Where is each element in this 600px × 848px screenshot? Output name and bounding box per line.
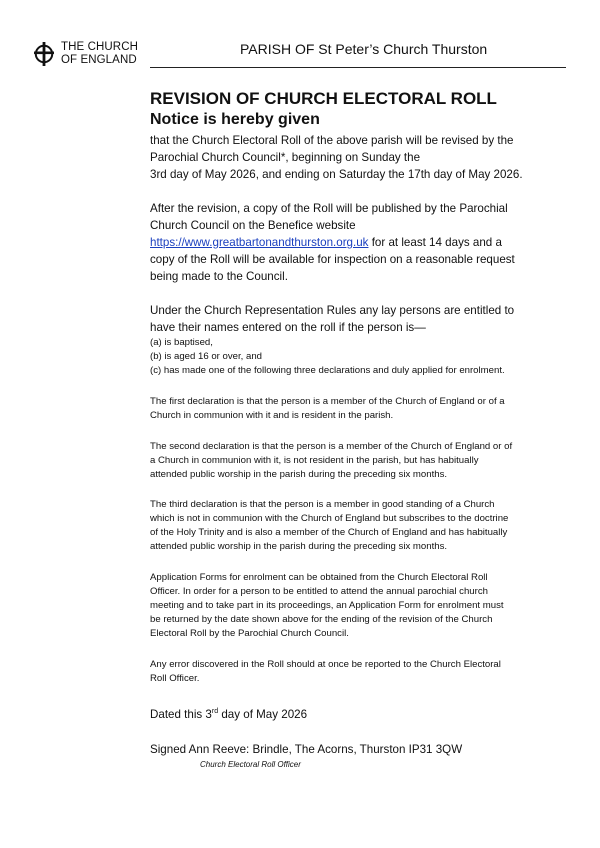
text-line: have their names entered on the roll if the person is—: [150, 321, 426, 334]
benefice-website-link[interactable]: https://www.greatbartonandthurston.org.uk: [150, 236, 369, 249]
text-line: Roll Officer.: [150, 673, 200, 684]
signature-line: [150, 741, 570, 758]
text-line: After the revision, a copy of the Roll will be published by the Parochial: [150, 202, 508, 215]
dated-prefix: Dated this 3: [150, 708, 212, 721]
rules-paragraph: [150, 302, 570, 336]
cross-logo-icon: [32, 41, 56, 67]
list-item: (c) has made one of the following three declarations and duly applied for enrolment.: [150, 365, 505, 376]
dated-line: [150, 706, 570, 723]
second-declaration: [150, 440, 570, 482]
list-item: (a) is baptised,: [150, 337, 213, 348]
conditions-list: [150, 336, 570, 378]
dated-superscript: rd: [211, 708, 219, 716]
logo-line-1: THE CHURCH: [61, 41, 139, 53]
text-line: be returned by the date shown above for the ending of the revision of the Church: [150, 614, 493, 625]
text-line: The third declaration is that the person is a member in good standing of a Church: [150, 499, 495, 510]
text-line: of the Holy Trinity and is also a member of the Church of England and has habitually: [150, 527, 508, 538]
text-line: which is not in communion with the Church of England but subscribes to the doctrine: [150, 513, 509, 524]
text-line: The first declaration is that the person is a member of the Church of England or of a: [150, 396, 505, 407]
logo-wordmark: [61, 41, 138, 67]
text-line: Officer. In order for a person to be entitled to attend the annual parochial church: [150, 586, 488, 597]
text-line: The second declaration is that the person is a member of the Church of England or of: [150, 441, 513, 452]
text-fragment: for at least 14 days and a: [368, 236, 502, 249]
logo-line-2: OF ENGLAND: [61, 54, 137, 66]
church-of-england-logo: [32, 41, 138, 67]
text-line: copy of the Roll will be available for inspection on a reasonable request: [150, 253, 515, 266]
text-line: Under the Church Representation Rules any lay persons are entitled to: [150, 304, 515, 317]
third-declaration: [150, 498, 570, 554]
revision-paragraph: [150, 132, 570, 183]
first-declaration: [150, 395, 570, 423]
text-line: Parochial Church Council*, beginning on Sunday the: [150, 151, 421, 164]
application-paragraph: [150, 571, 570, 641]
text-line: a Church in communion with it, is not resident in the parish, but has habitually: [150, 455, 479, 466]
list-item: (b) is aged 16 or over, and: [150, 351, 262, 362]
text-line: meeting and to take part in its proceedings, an Application Form for enrolment must: [150, 600, 504, 611]
officer-title: Church Electoral Roll Officer: [200, 760, 301, 769]
notice-subheading: Notice is hereby given: [150, 111, 320, 128]
text-line: [150, 234, 570, 251]
error-paragraph: [150, 658, 570, 686]
text-line: Signed Ann Reeve: Brindle, The Acorns, Thurston IP31 3QW: [150, 743, 463, 756]
text-line: that the Church Electoral Roll of the above parish will be revised by the: [150, 134, 514, 147]
text-line: being made to the Council.: [150, 270, 288, 283]
dated-suffix: day of May 2026: [218, 708, 308, 721]
text-line: Church in communion with it and is resident in the parish.: [150, 410, 394, 421]
text-line: Application Forms for enrolment can be obtained from the Church Electoral Roll: [150, 572, 488, 583]
text-line: attended public worship in the parish during the preceding six months.: [150, 541, 448, 552]
text-line: Any error discovered in the Roll should at once be reported to the Church Electoral: [150, 659, 501, 670]
text-line: Electoral Roll by the Parochial Church Council.: [150, 628, 349, 639]
text-line: attended public worship in the parish during the preceding six months.: [150, 469, 448, 480]
text-line: [150, 706, 570, 723]
header-divider: [150, 67, 566, 68]
parish-title: PARISH OF St Peter’s Church Thurston: [240, 41, 488, 57]
publication-paragraph: [150, 200, 570, 285]
notice-heading: REVISION OF CHURCH ELECTORAL ROLL: [150, 89, 497, 108]
text-line: Church Council on the Benefice website: [150, 219, 356, 232]
text-line: 3rd day of May 2026, and ending on Saturday the 17th day of May 2026.: [150, 168, 523, 181]
